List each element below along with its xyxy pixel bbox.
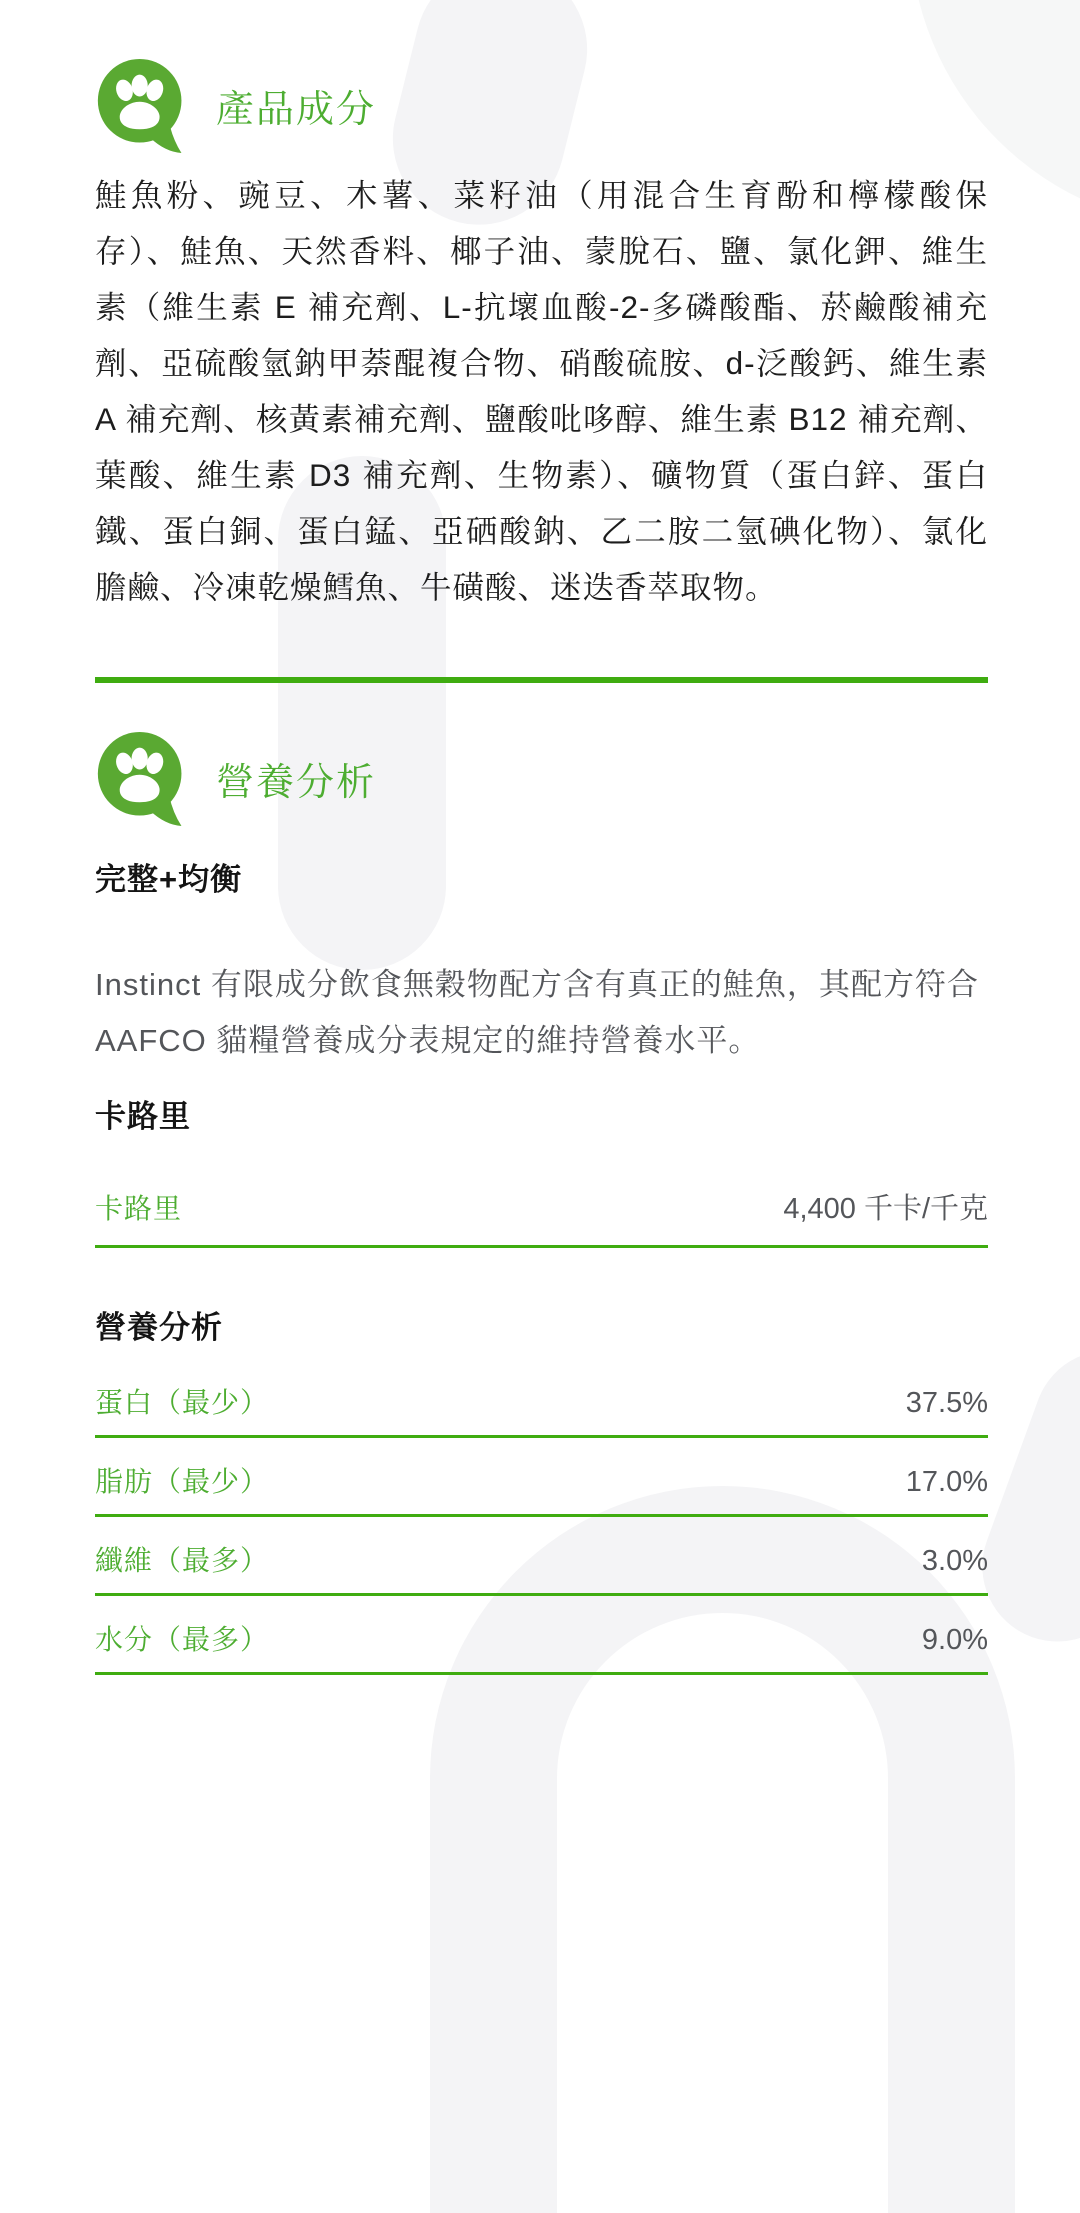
nutrient-row-fiber xyxy=(95,1539,988,1596)
ingredients-text: 鮭魚粉、豌豆、木薯、菜籽油（用混合生育酚和檸檬酸保存）、鮭魚、天然香料、椰子油、蒙脫石、鹽、氯化鉀、維生素（維生素 E 補充劑、L-抗壞血酸-2-多磷酸酯、菸鹼酸補充劑、亞硫酸氫鈉甲萘醌複合物、硝酸硫胺、d-泛酸鈣、維生素 A 補充劑、核黃素補充劑、鹽酸吡哆醇、維生素 B12 補充劑、葉酸、維生素 D3 補充劑、生物素）、礦物質（蛋白鋅、蛋白鐵、蛋白銅、蛋白錳、亞硒酸鈉、乙二胺二氫碘化物）、氯化膽鹼、冷凍乾燥鱈魚、牛磺酸、迷迭香萃取物。 xyxy=(95,177,988,605)
calories-row-label: 卡路里 xyxy=(95,1193,183,1224)
nutrient-value: 37.5% xyxy=(905,1387,988,1419)
nutrient-row-moisture xyxy=(95,1618,988,1675)
nutrient-label: 水分（最多） xyxy=(95,1624,270,1655)
nutrient-value: 9.0% xyxy=(921,1624,988,1656)
ingredients-section-title: 產品成分 xyxy=(216,89,377,131)
nutrient-value: 3.0% xyxy=(921,1545,988,1577)
complete-balanced-heading: 完整+均衡 xyxy=(95,862,243,897)
nutrition-description: Instinct 有限成分飲食無穀物配方含有真正的鮭魚，其配方符合 AAFCO 貓糧營養成分表規定的維持營養水平。 xyxy=(95,967,979,1058)
nutrient-label: 纖維（最多） xyxy=(95,1545,270,1576)
nutrition-section-title: 營養分析 xyxy=(216,762,377,804)
product-info-panel xyxy=(0,58,1080,1675)
calories-heading: 卡路里 xyxy=(95,1099,191,1134)
nutrient-value: 17.0% xyxy=(905,1466,988,1498)
analysis-heading: 營養分析 xyxy=(95,1310,223,1345)
section-divider xyxy=(95,677,988,683)
paw-bubble-icon xyxy=(95,731,190,826)
ingredients-section-header xyxy=(95,58,988,153)
nutrient-label: 蛋白（最少） xyxy=(95,1387,270,1418)
nutrient-row-fat xyxy=(95,1460,988,1517)
paw-bubble-icon xyxy=(95,58,190,153)
nutrition-section-header xyxy=(95,731,988,826)
calories-row xyxy=(95,1186,988,1248)
calories-row-value: 4,400 千卡/千克 xyxy=(783,1193,988,1225)
nutrient-label: 脂肪（最少） xyxy=(95,1466,270,1497)
nutrient-row-protein xyxy=(95,1381,988,1438)
